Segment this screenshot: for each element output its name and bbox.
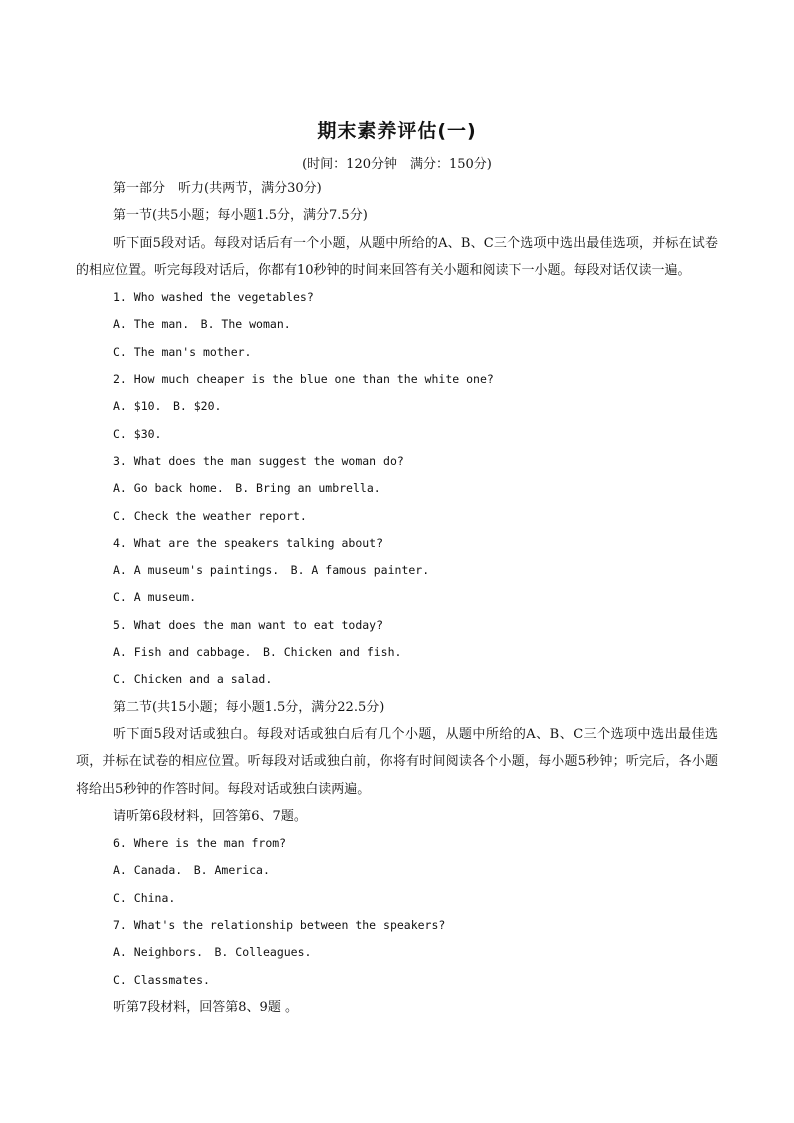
part1-heading: 第一部分 听力(共两节，满分30分) (113, 181, 322, 196)
question-stem: 7. What's the relationship between the speakers? (113, 918, 446, 933)
material-prompt: 请听第6段材料，回答第6、7题。 (113, 808, 307, 824)
material-prompt: 听第7段材料，回答第8、9题 。 (113, 999, 298, 1015)
question-option-c: C. Check the weather report. (113, 508, 307, 523)
question-stem: 6. Where is the man from? (113, 836, 287, 851)
question-options-ab: A. $10. B. $20. (113, 399, 222, 414)
question-option-c: C. A museum. (113, 590, 197, 605)
question-options-ab: A. A museum's paintings. B. A famous painter. (113, 563, 430, 578)
question-stem: 1. Who washed the vegetables? (113, 290, 314, 305)
section1-instructions: 听下面5段对话。每段对话后有一个小题，从题中所给的A、B、C三个选项中选出最佳选项，并标在试卷的相应位置。听完每段对话后，你都有10秒钟的时间来回答有关小题和阅读下一小题。每段对话仅读一遍。 (76, 235, 718, 278)
question-stem: 2. How much cheaper is the blue one than the white one? (113, 372, 494, 387)
question-options-ab: A. Neighbors. B. Colleagues. (113, 945, 312, 960)
question-option-c: C. The man's mother. (113, 344, 252, 359)
page-title: 期末素养评估(一) (317, 120, 477, 142)
question-option-c: C. $30. (113, 426, 162, 441)
question-option-c: C. Chicken and a salad. (113, 672, 273, 687)
exam-time-score: (时间：120分钟 满分：150分) (302, 157, 492, 172)
question-options-ab: A. Fish and cabbage. B. Chicken and fish. (113, 645, 402, 660)
exam-body (76, 175, 718, 1021)
question-options-ab: A. The man. B. The woman. (113, 317, 291, 332)
section2-heading: 第二节(共15小题；每小题1.5分，满分22.5分) (113, 699, 385, 715)
question-option-c: C. Classmates. (113, 972, 210, 987)
question-option-c: C. China. (113, 890, 176, 905)
question-options-ab: A. Go back home. B. Bring an umbrella. (113, 481, 381, 496)
question-options-ab: A. Canada. B. America. (113, 863, 270, 878)
question-stem: 3. What does the man suggest the woman do? (113, 453, 404, 468)
question-stem: 5. What does the man want to eat today? (113, 617, 384, 632)
section1-heading: 第一节(共5小题；每小题1.5分，满分7.5分) (113, 208, 368, 224)
section2-instructions: 听下面5段对话或独白。每段对话或独白后有几个小题，从题中所给的A、B、C三个选项中选出最佳选项，并标在试卷的相应位置。听每段对话或独白前，你将有时间阅读各个小题，每小题5秒钟；听完后，各小题将给出5秒钟的作答时间。每段对话或独白读两遍。 (76, 726, 718, 797)
question-stem: 4. What are the speakers talking about? (113, 535, 384, 550)
